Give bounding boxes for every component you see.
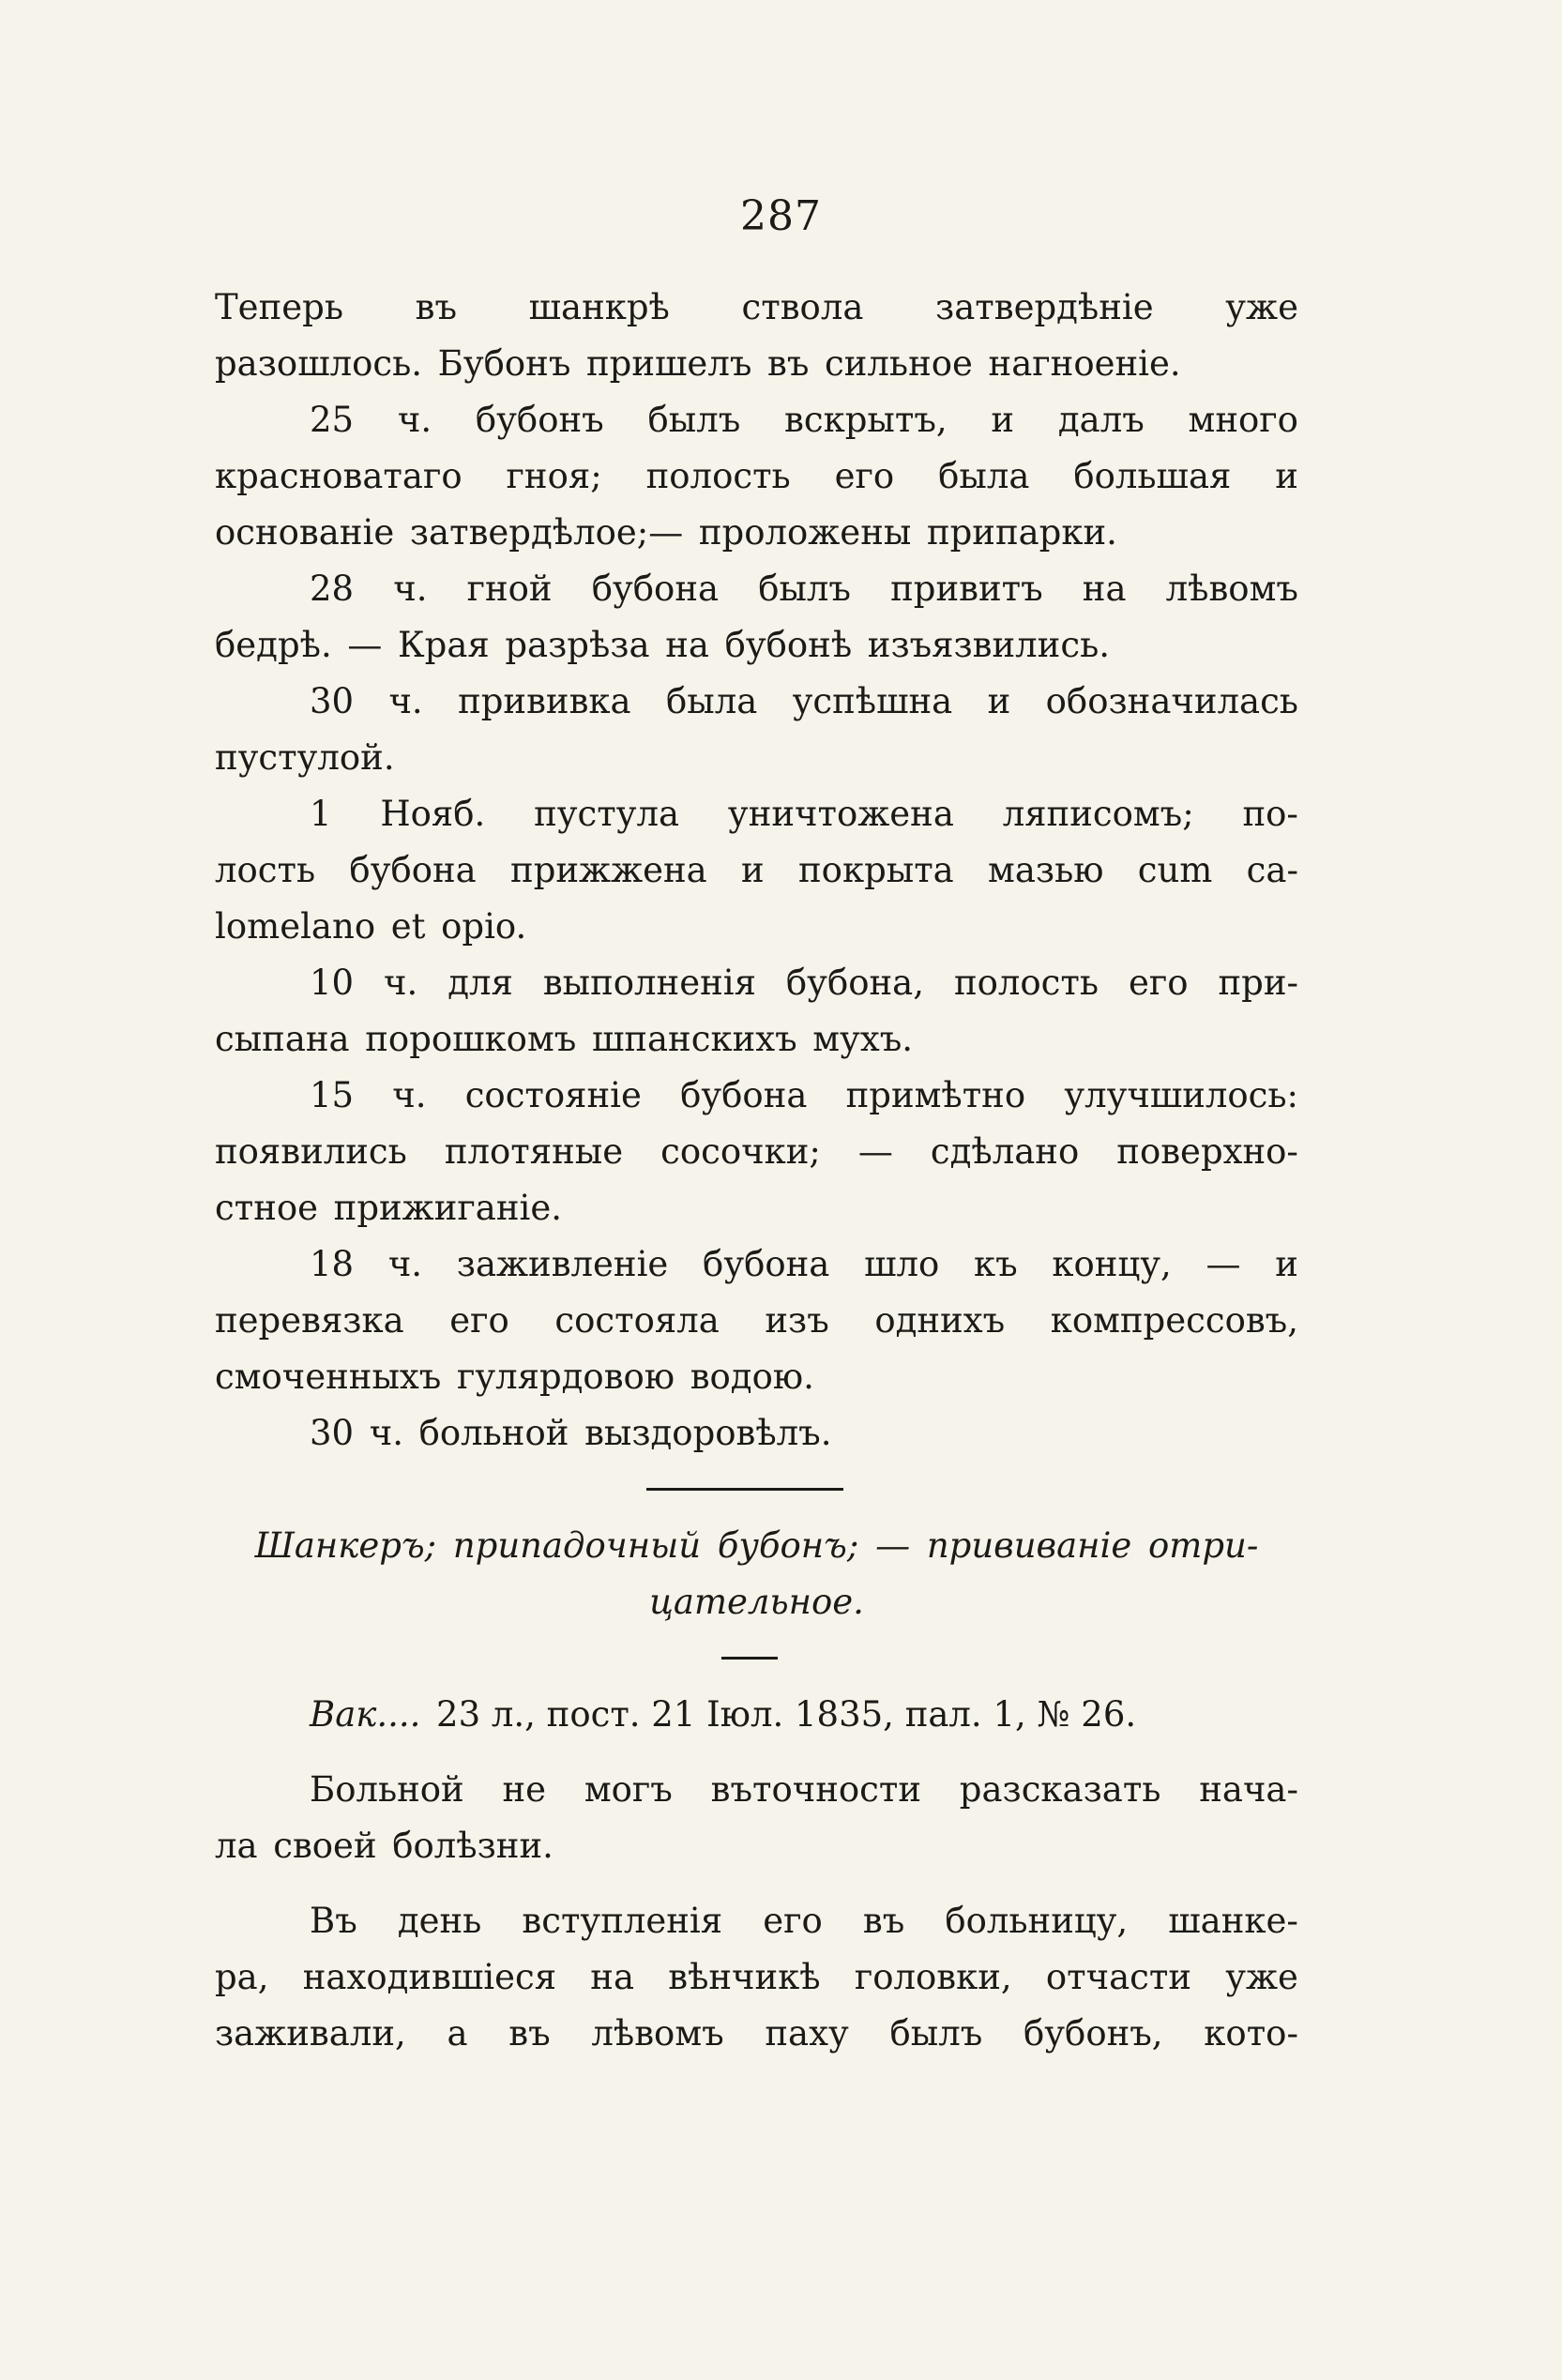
word: 1 xyxy=(310,794,332,834)
word: выполненія xyxy=(542,963,756,1003)
page-body xyxy=(215,280,1298,2062)
word: полость xyxy=(645,456,791,496)
text-line xyxy=(215,1893,1298,1949)
word: и xyxy=(741,850,765,890)
word: обозначилась xyxy=(1045,681,1298,721)
word: вступленія xyxy=(522,1901,723,1941)
word: бубона xyxy=(591,568,720,609)
word: была xyxy=(938,456,1030,496)
word: Края xyxy=(398,625,490,665)
word: порошкомъ xyxy=(365,1019,577,1059)
text-line xyxy=(215,1405,1298,1462)
word: болѣзни. xyxy=(392,1826,554,1866)
word: при- xyxy=(1218,963,1298,1003)
text-line xyxy=(215,2006,1298,2062)
word: могъ xyxy=(584,1769,673,1810)
word: шанкрѣ xyxy=(528,287,670,327)
word: былъ xyxy=(889,2013,983,2054)
text-line xyxy=(215,955,1298,1011)
word: на xyxy=(1082,568,1127,609)
divider-rule xyxy=(646,1488,843,1491)
text-line xyxy=(215,280,1298,336)
word: заживленіе xyxy=(456,1244,669,1284)
word: уничтожена xyxy=(727,794,954,834)
word: его xyxy=(449,1300,509,1341)
word: кото- xyxy=(1204,2013,1298,2054)
word: ч. xyxy=(392,1075,427,1115)
word: уже xyxy=(1225,287,1298,327)
word: на xyxy=(590,1957,635,1997)
word: прививка xyxy=(458,681,631,721)
word: Нояб. xyxy=(380,794,486,834)
text-line xyxy=(215,1124,1298,1180)
text-line xyxy=(215,1180,1298,1236)
word: пустулой. xyxy=(215,737,395,778)
word: день xyxy=(397,1901,482,1941)
word: его xyxy=(834,456,895,496)
text-line xyxy=(215,561,1298,617)
text-line xyxy=(215,786,1298,842)
word: разошлось. xyxy=(215,343,423,384)
word: состояла xyxy=(554,1300,720,1341)
word: ствола xyxy=(741,287,864,327)
word: 15 xyxy=(310,1075,355,1115)
word: его xyxy=(763,1901,823,1941)
word: гулярдовою xyxy=(456,1357,675,1397)
word: вѣнчикѣ xyxy=(668,1957,821,1997)
word: сосочки; xyxy=(660,1131,821,1172)
word: бедрѣ. xyxy=(215,625,332,665)
text-line xyxy=(215,505,1298,561)
word: находившіеся xyxy=(302,1957,557,1997)
word: смоченныхъ xyxy=(215,1357,442,1397)
word: не xyxy=(502,1769,547,1810)
word: красноватаго xyxy=(215,456,463,496)
word: et xyxy=(390,906,426,947)
word: перевязка xyxy=(215,1300,404,1341)
word: бубона xyxy=(703,1244,830,1284)
word: въточности xyxy=(710,1769,921,1810)
word: разрѣза xyxy=(505,625,650,665)
patient-details: 23 л., пост. 21 Іюл. 1835, пал. 1, № 26. xyxy=(436,1694,1137,1735)
text-line xyxy=(215,842,1298,899)
word: лость xyxy=(215,850,316,890)
word: Больной xyxy=(310,1769,464,1810)
word: отчасти xyxy=(1045,1957,1191,1997)
word: больной xyxy=(418,1413,569,1453)
word: ра, xyxy=(215,1957,269,1997)
word: на xyxy=(665,625,709,665)
word: по- xyxy=(1242,794,1298,834)
word: былъ xyxy=(647,400,741,440)
case-info-line xyxy=(215,1687,1298,1743)
text-line xyxy=(215,1293,1298,1349)
word: ч. xyxy=(369,1413,403,1453)
word: 10 xyxy=(310,963,355,1003)
word: поверхно- xyxy=(1116,1131,1298,1172)
divider-rule xyxy=(721,1657,778,1660)
text-line xyxy=(215,674,1298,730)
word: гной xyxy=(466,568,553,609)
word: сильное xyxy=(825,343,973,384)
word: бубонъ xyxy=(475,400,604,440)
word: привитъ xyxy=(890,568,1043,609)
word: прижжена xyxy=(510,850,707,890)
word: однихъ xyxy=(874,1300,1006,1341)
word: большая xyxy=(1073,456,1232,496)
word: 30 xyxy=(310,1413,355,1453)
word: выздоровѣлъ. xyxy=(584,1413,832,1453)
word: шло xyxy=(864,1244,940,1284)
word: opio. xyxy=(441,906,527,947)
text-line xyxy=(215,617,1298,674)
word: пустула xyxy=(534,794,680,834)
section-divider xyxy=(215,1462,1298,1518)
page-number: 287 xyxy=(740,192,822,240)
word: сдѣлано xyxy=(930,1131,1080,1172)
word: припарки. xyxy=(926,512,1117,553)
word: примѣтно xyxy=(845,1075,1026,1115)
text-line xyxy=(215,448,1298,505)
word: ч. xyxy=(388,681,423,721)
word: бубона xyxy=(680,1075,808,1115)
heading-divider xyxy=(215,1630,1298,1687)
word: компрессовъ, xyxy=(1050,1300,1298,1341)
text-line xyxy=(215,1068,1298,1124)
text-line xyxy=(215,1236,1298,1293)
word: водою. xyxy=(690,1357,814,1397)
word: разсказать xyxy=(959,1769,1161,1810)
word: 30 xyxy=(310,681,355,721)
word: былъ xyxy=(758,568,851,609)
word: плотяные xyxy=(444,1131,624,1172)
word: 28 xyxy=(310,568,355,609)
word: ч. xyxy=(384,963,418,1003)
word: появились xyxy=(215,1131,407,1172)
word: своей xyxy=(273,1826,377,1866)
word: нагноеніе. xyxy=(988,343,1181,384)
word: покрыта xyxy=(798,850,954,890)
word: проложены xyxy=(698,512,912,553)
word: улучшилось: xyxy=(1064,1075,1298,1115)
word: бубона, xyxy=(785,963,924,1003)
word: ляписомъ; xyxy=(1002,794,1194,834)
word: и xyxy=(1275,456,1298,496)
text-line xyxy=(215,1818,1298,1874)
spacer xyxy=(215,1743,1298,1762)
word: и xyxy=(987,681,1011,721)
word: больницу, xyxy=(945,1901,1129,1941)
word: сыпана xyxy=(215,1019,350,1059)
text-line xyxy=(215,1011,1298,1068)
word: ca- xyxy=(1246,850,1298,890)
word: шпанскихъ xyxy=(591,1019,797,1059)
text-line xyxy=(215,336,1298,392)
word: гноя; xyxy=(506,456,602,496)
spacer xyxy=(215,1874,1298,1893)
word: cum xyxy=(1137,850,1213,890)
word: и xyxy=(1275,1244,1298,1284)
word: въ xyxy=(508,2013,551,2054)
word: вскрытъ, xyxy=(784,400,948,440)
word: прижиганіе. xyxy=(333,1188,562,1228)
text-line xyxy=(215,899,1298,955)
word: lomelano xyxy=(215,906,376,947)
word: лѣвомъ xyxy=(591,2013,724,2054)
word: изъязвились. xyxy=(867,625,1110,665)
word: была xyxy=(665,681,758,721)
text-line xyxy=(215,392,1298,448)
word: а xyxy=(447,2013,468,2054)
word: бубонѣ xyxy=(724,625,853,665)
word: Теперь xyxy=(215,287,343,327)
text-line xyxy=(215,1949,1298,2006)
word: его xyxy=(1128,963,1189,1003)
word: ч. xyxy=(393,568,428,609)
word: стное xyxy=(215,1188,319,1228)
word: 18 xyxy=(310,1244,355,1284)
word: концу, xyxy=(1052,1244,1172,1284)
word: бубона xyxy=(349,850,477,890)
word: — xyxy=(857,1131,893,1172)
text-line xyxy=(215,1762,1298,1818)
word: ч. xyxy=(387,1244,423,1284)
word: пришелъ xyxy=(586,343,752,384)
word: затвердѣніе xyxy=(935,287,1154,327)
word: — xyxy=(347,625,383,665)
word: мухъ. xyxy=(812,1019,913,1059)
word: бубонъ, xyxy=(1024,2013,1163,2054)
word: 25 xyxy=(310,400,355,440)
word: для xyxy=(447,963,513,1003)
word: ч. xyxy=(397,400,432,440)
case-heading-line: Шанкеръ; припадочный бубонъ; — прививаніе отри- xyxy=(254,1525,1259,1566)
word: уже xyxy=(1225,1957,1298,1997)
word: нача- xyxy=(1199,1769,1298,1810)
word: мазью xyxy=(988,850,1104,890)
word: Бубонъ xyxy=(437,343,571,384)
text-line xyxy=(215,1349,1298,1405)
word: къ xyxy=(974,1244,1018,1284)
word: состояніе xyxy=(464,1075,642,1115)
word: успѣшна xyxy=(792,681,953,721)
word: полость xyxy=(953,963,1099,1003)
word: основаніе xyxy=(215,512,395,553)
word: — xyxy=(1206,1244,1241,1284)
word: заживали, xyxy=(215,2013,406,2054)
case-heading-line: цательное. xyxy=(649,1582,864,1622)
patient-name: Вак.... xyxy=(310,1694,421,1735)
word: ла xyxy=(215,1826,258,1866)
word: головки, xyxy=(854,1957,1012,1997)
word: изъ xyxy=(765,1300,829,1341)
word: Въ xyxy=(310,1901,357,1941)
text-line xyxy=(215,730,1298,786)
word: въ xyxy=(415,287,457,327)
word: много xyxy=(1188,400,1298,440)
word: шанке- xyxy=(1168,1901,1298,1941)
word: затвердѣлое;— xyxy=(409,512,684,553)
word: паху xyxy=(765,2013,849,2054)
word: лѣвомъ xyxy=(1165,568,1298,609)
word: далъ xyxy=(1057,400,1145,440)
word: въ xyxy=(767,343,810,384)
word: и xyxy=(991,400,1015,440)
word: въ xyxy=(862,1901,905,1941)
